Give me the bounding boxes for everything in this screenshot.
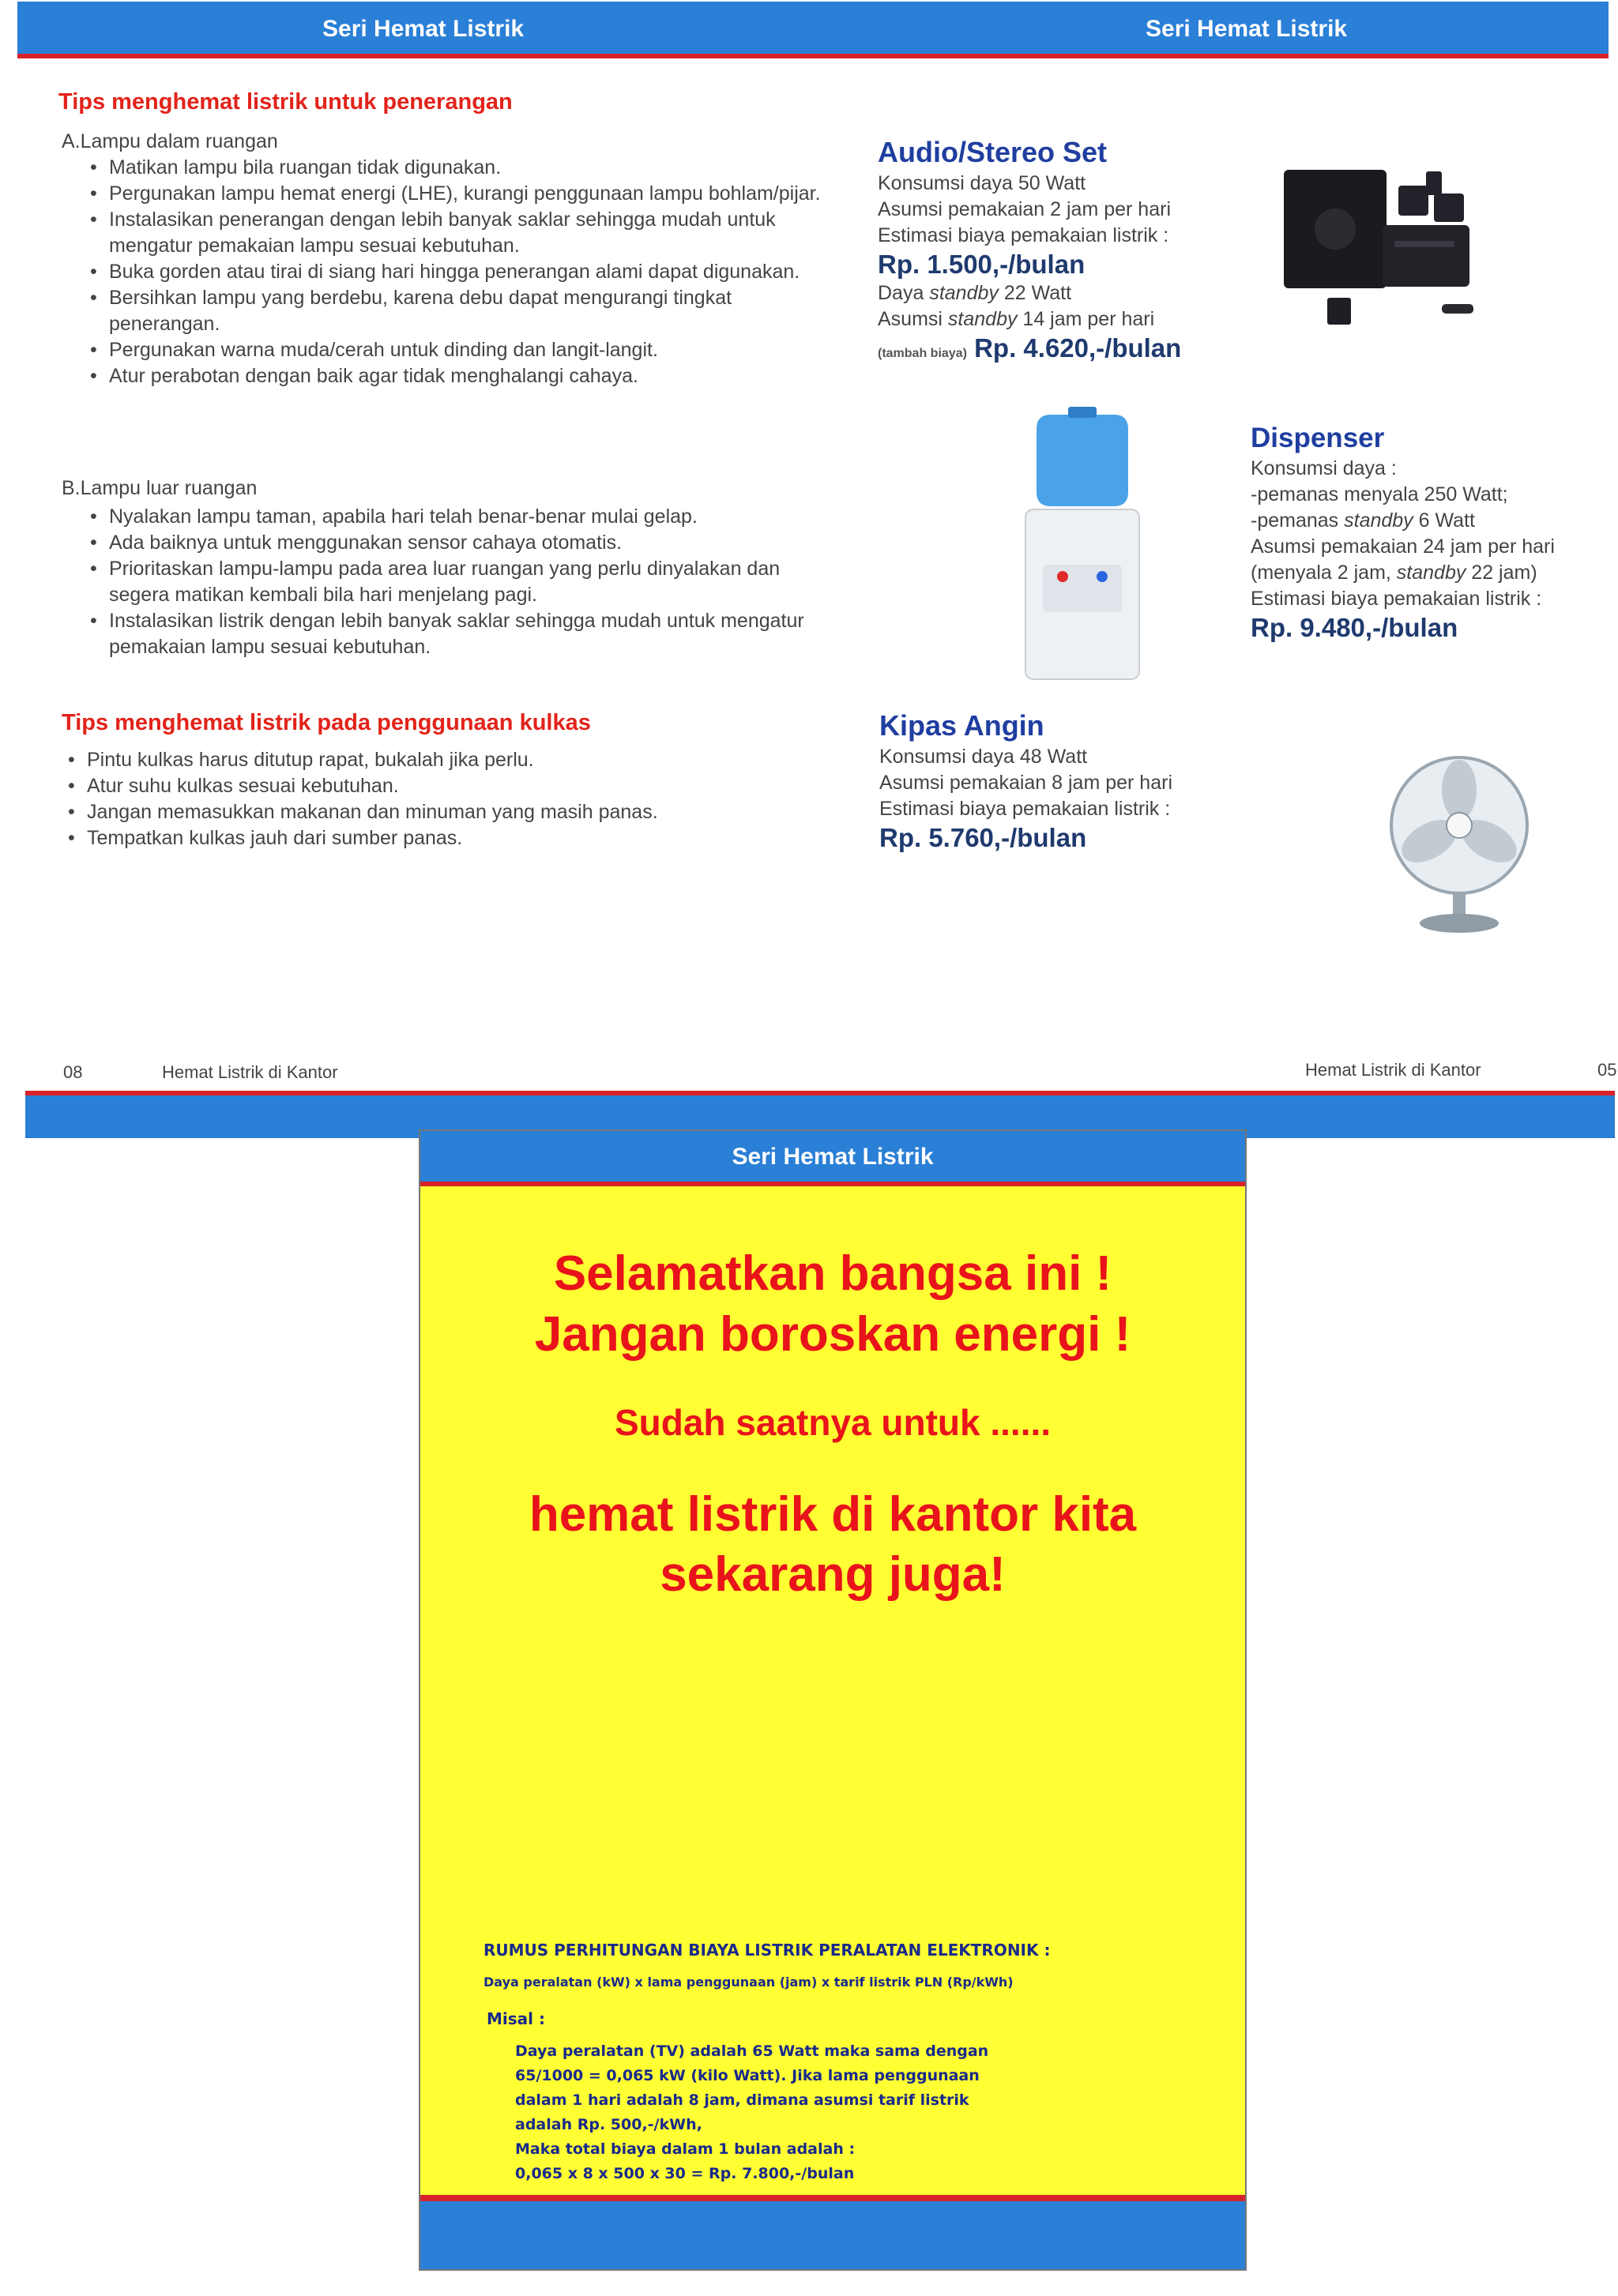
example-line: 0,065 x 8 x 500 x 30 = Rp. 7.800,-/bulan (515, 2165, 855, 2182)
example-line: 65/1000 = 0,065 kW (kilo Watt). Jika lama penggunaan (515, 2067, 980, 2084)
header-bar-right (845, 2, 1609, 58)
header-title-right: Seri Hemat Listrik (1146, 16, 1348, 42)
slogan-line-5: sekarang juga! (660, 1547, 1006, 1602)
example-block (515, 2039, 988, 2186)
dispenser-price: Rp. 9.480,-/bulan (1251, 613, 1458, 642)
list-item: • Pergunakan lampu hemat energi (LHE), kurangi penggunaan lampu bohlam/pijar. (62, 181, 844, 207)
audio-standby-price: Rp. 4.620,-/bulan (974, 333, 1182, 363)
remote-control (1442, 304, 1473, 314)
audio-standby-power: Daya standby 22 Watt (878, 282, 1072, 304)
speaker-cone (1315, 209, 1356, 250)
list-item: • Instalasikan penerangan dengan lebih banyak saklar sehingga mudah untuk mengatur pemakaian lampu sesuai kebutuhan. (62, 207, 812, 259)
audio-standby-usage: Asumsi standby 14 jam per hari (878, 308, 1155, 330)
list-item: • Instalasikan listrik dengan lebih banyak saklar sehingga mudah untuk mengatur pemakaian lampu sesuai kebutuhan. (62, 608, 820, 660)
fan-blade (1442, 760, 1477, 820)
list-item: • Jangan memasukkan makanan dan minuman yang masih panas. (62, 799, 820, 825)
receiver-display (1394, 241, 1454, 247)
audio-extra-note: (tambah biaya) (878, 347, 967, 360)
list-item: • Prioritaskan lampu-lampu pada area luar ruangan yang perlu dinyalakan dan segera matikan kembali bila hari menjelang pagi. (62, 556, 820, 608)
fan-title: Kipas Angin (879, 709, 1044, 742)
list-item: • Nyalakan lampu taman, apabila hari telah benar-benar mulai gelap. (62, 504, 820, 530)
list-item: • Atur suhu kulkas sesuai kebutuhan. (62, 773, 820, 799)
poster-page (419, 1129, 1247, 2271)
footer-title-right: Hemat Listrik di Kantor (1305, 1060, 1481, 1080)
fan-hub (1447, 813, 1472, 838)
satellite-speaker (1398, 186, 1428, 216)
audio-standby-price-row (878, 333, 1225, 370)
example-label: Misal : (487, 2009, 545, 2028)
satellite-speaker-right (1434, 194, 1464, 222)
dispenser-details (1251, 456, 1598, 644)
stereo-image (1280, 162, 1473, 332)
dispenser-power-label: Konsumsi daya : (1251, 457, 1397, 479)
fridge-heading: Tips menghemat listrik pada penggunaan kulkas (62, 710, 591, 735)
list-item: • Bersihkan lampu yang berdebu, karena debu dapat mengurangi tingkat penerangan. (62, 285, 812, 337)
water-gallon (1037, 415, 1128, 506)
example-line: adalah Rp. 500,-/kWh, (515, 2116, 702, 2133)
footer-page-number-left: 08 (63, 1062, 83, 1082)
dispenser-image (1019, 407, 1146, 687)
gallon-cap (1068, 407, 1097, 418)
dispenser-usage-detail: (menyala 2 jam, standby 22 jam) (1251, 562, 1537, 584)
audio-details (878, 171, 1225, 370)
audio-price: Rp. 1.500,-/bulan (878, 250, 1086, 279)
formula-heading: RUMUS PERHITUNGAN BIAYA LISTRIK PERALATAN ELEKTRONIK : (484, 1941, 1051, 1960)
receiver-unit (1383, 225, 1469, 287)
footer-title-left: Hemat Listrik di Kantor (162, 1062, 338, 1082)
audio-title: Audio/Stereo Set (878, 136, 1108, 168)
slogan-line-2: Jangan boroskan energi ! (534, 1307, 1131, 1362)
list-item: • Matikan lampu bila ruangan tidak digunakan. (62, 155, 812, 181)
fridge-tips-list (62, 747, 820, 851)
poster-footer-bar (420, 2195, 1245, 2269)
formula-text: Daya peralatan (kW) x lama penggunaan (jam) x tarif listrik PLN (Rp/kWh) (484, 1975, 1014, 1990)
fan-usage: Asumsi pemakaian 8 jam per hari (879, 772, 1172, 794)
satellite-speaker-small (1426, 171, 1442, 195)
fan-power: Konsumsi daya 48 Watt (879, 746, 1088, 768)
footer-page-number-right: 05 (1597, 1060, 1617, 1080)
lighting-heading: Tips menghemat listrik untuk penerangan (58, 89, 513, 115)
example-line: dalam 1 hari adalah 8 jam, dimana asumsi tarif listrik (515, 2091, 969, 2109)
fan-image (1371, 754, 1552, 940)
audio-power: Konsumsi daya 50 Watt (878, 172, 1086, 194)
dispenser-usage: Asumsi pemakaian 24 jam per hari (1251, 535, 1555, 558)
cold-tap (1097, 571, 1108, 582)
indoor-tips-list (62, 155, 821, 389)
fan-details (879, 744, 1227, 854)
fan-base (1420, 914, 1499, 933)
audio-estimate-label: Estimasi biaya pemakaian listrik : (878, 224, 1169, 246)
poster-header-bar (420, 1131, 1245, 1186)
example-line: Maka total biaya dalam 1 bulan adalah : (515, 2140, 856, 2158)
dispenser-estimate-label: Estimasi biaya pemakaian listrik : (1251, 588, 1542, 610)
dispenser-recess (1043, 565, 1122, 612)
list-item: • Atur perabotan dengan baik agar tidak menghalangi cahaya. (62, 363, 812, 389)
fan-estimate-label: Estimasi biaya pemakaian listrik : (879, 798, 1171, 820)
audio-usage: Asumsi pemakaian 2 jam per hari (878, 198, 1171, 220)
poster-title: Seri Hemat Listrik (732, 1144, 934, 1170)
fan-stand (1453, 893, 1466, 917)
dispenser-title: Dispenser (1251, 423, 1385, 453)
list-item: • Tempatkan kulkas jauh dari sumber panas. (62, 825, 820, 851)
example-line: Daya peralatan (TV) adalah 65 Watt maka sama dengan (515, 2042, 989, 2060)
dispenser-heater-on: -pemanas menyala 250 Watt; (1251, 483, 1508, 505)
list-item: • Ada baiknya untuk menggunakan sensor cahaya otomatis. (62, 530, 820, 556)
small-speaker (1327, 298, 1351, 325)
slogan-line-3: Sudah saatnya untuk ...... (614, 1402, 1052, 1443)
list-item: • Buka gorden atau tirai di siang hari hingga penerangan alami dapat digunakan. (62, 259, 812, 285)
slogan-line-1: Selamatkan bangsa ini ! (553, 1246, 1112, 1301)
list-item: • Pergunakan warna muda/cerah untuk dinding dan langit-langit. (62, 337, 812, 363)
fan-price: Rp. 5.760,-/bulan (879, 823, 1087, 852)
list-item: • Pintu kulkas harus ditutup rapat, bukalah jika perlu. (62, 747, 820, 773)
hot-tap (1057, 571, 1068, 582)
outdoor-label: B.Lampu luar ruangan (62, 477, 258, 499)
indoor-label: A.Lampu dalam ruangan (62, 130, 278, 152)
header-title-left: Seri Hemat Listrik (322, 16, 525, 42)
outdoor-tips-list (62, 504, 820, 660)
header-bar-left (17, 2, 845, 58)
dispenser-heater-standby: -pemanas standby 6 Watt (1251, 509, 1475, 532)
slogan-line-4: hemat listrik di kantor kita (529, 1487, 1137, 1542)
